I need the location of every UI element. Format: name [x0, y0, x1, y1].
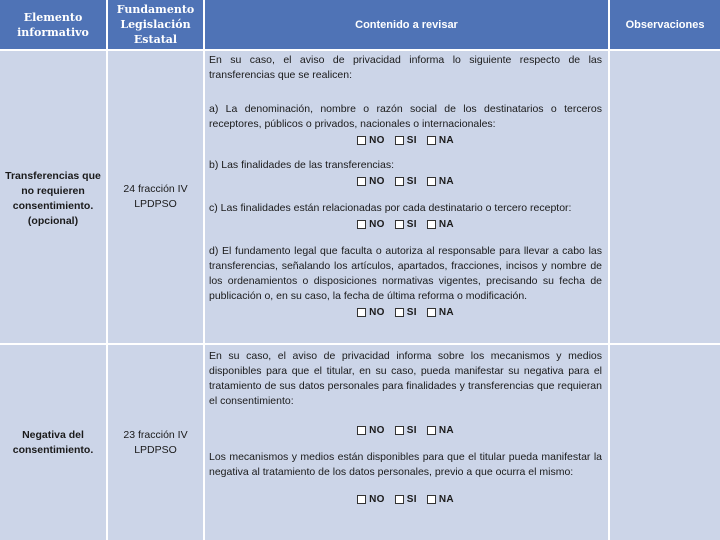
- checkbox-si[interactable]: [395, 220, 404, 229]
- row-1-elemento-text: Transferencias que no requieren consentimiento. (opcional): [5, 170, 101, 227]
- option-no-label: NO: [369, 135, 385, 146]
- header-contenido: [205, 0, 608, 49]
- row-2-elemento: [0, 345, 106, 540]
- header-observaciones: [610, 0, 720, 49]
- row-1-fundamento: [108, 51, 203, 343]
- checkbox-na[interactable]: [427, 177, 436, 186]
- checkbox-na[interactable]: [427, 426, 436, 435]
- row-2-contenido: [205, 345, 608, 540]
- row-2-elemento-text: Negativa del consentimiento.: [12, 428, 94, 456]
- row-1-observaciones[interactable]: [610, 51, 720, 343]
- checkbox-na[interactable]: [427, 495, 436, 504]
- checkbox-na[interactable]: [427, 308, 436, 317]
- row-1-item-a-options: [209, 133, 602, 148]
- option-na-label: NA: [438, 176, 454, 187]
- row-1-item-b-options: [209, 174, 602, 189]
- checkbox-si[interactable]: [395, 136, 404, 145]
- row-2-fundamento: [108, 345, 203, 540]
- option-no-label: NO: [369, 494, 385, 505]
- checkbox-si[interactable]: [395, 426, 404, 435]
- row-1-fundamento-text: 24 fracción IV LPDPSO: [123, 183, 188, 210]
- option-si-label: SI: [406, 176, 417, 187]
- option-si-label: SI: [406, 135, 417, 146]
- row-1-item-b: b) Las finalidades de las transferencias:: [209, 159, 395, 171]
- option-no-label: NO: [369, 425, 385, 436]
- row-2-intro: En su caso, el aviso de privacidad informa sobre los mecanismos y medios disponibles para que el titular, en su caso, pueda manifestar su negativa para el tratamiento de sus datos personales para finalidades y transferencias que requieran el consentimiento:: [209, 350, 602, 407]
- option-si-label: SI: [406, 307, 417, 318]
- row-1-item-c: c) Las finalidades están relacionadas por cada destinatario o tercero receptor:: [209, 202, 572, 214]
- checkbox-si[interactable]: [395, 495, 404, 504]
- option-si-label: SI: [406, 425, 417, 436]
- checkbox-no[interactable]: [357, 177, 366, 186]
- checkbox-na[interactable]: [427, 220, 436, 229]
- row-2-fundamento-text: 23 fracción IV LPDPSO: [123, 428, 188, 456]
- option-na-label: NA: [438, 425, 454, 436]
- row-2-item-options: [209, 492, 602, 507]
- row-2-observaciones[interactable]: [610, 345, 720, 540]
- header-elemento-informativo: [0, 0, 106, 49]
- option-si-label: SI: [406, 219, 417, 230]
- row-1-intro: En su caso, el aviso de privacidad informa lo siguiente respecto de las transferencias que se realicen:: [209, 54, 602, 81]
- header-fundamento: [108, 0, 203, 49]
- option-na-label: NA: [438, 307, 454, 318]
- option-na-label: NA: [438, 135, 454, 146]
- row-1-item-a: a) La denominación, nombre o razón social de los destinatarios o terceros receptores, públicos o privados, nacionales o internacionales:: [209, 103, 602, 130]
- row-1-contenido: [205, 51, 608, 343]
- option-na-label: NA: [438, 219, 454, 230]
- checkbox-no[interactable]: [357, 136, 366, 145]
- header-fundamento-label: Fundamento Legislación Estatal: [116, 3, 195, 46]
- checkbox-no[interactable]: [357, 308, 366, 317]
- option-no-label: NO: [369, 176, 385, 187]
- row-1-elemento: [0, 51, 106, 343]
- option-si-label: SI: [406, 494, 417, 505]
- header-contenido-label: Contenido a revisar: [355, 18, 458, 31]
- checkbox-no[interactable]: [357, 426, 366, 435]
- row-2-item-mecanismos: Los mecanismos y medios están disponibles para que el titular pueda manifestar la negativa al tratamiento de los datos personales, previo a que ocurra el mismo:: [209, 451, 602, 478]
- row-2-intro-options: [209, 423, 602, 438]
- checkbox-si[interactable]: [395, 177, 404, 186]
- option-no-label: NO: [369, 307, 385, 318]
- row-1-item-c-options: [209, 217, 602, 232]
- option-no-label: NO: [369, 219, 385, 230]
- header-elemento-label: Elemento informativo: [17, 10, 89, 39]
- header-observaciones-label: Observaciones: [625, 18, 705, 31]
- checkbox-no[interactable]: [357, 220, 366, 229]
- checkbox-si[interactable]: [395, 308, 404, 317]
- checkbox-na[interactable]: [427, 136, 436, 145]
- row-1-item-d: d) El fundamento legal que faculta o autoriza al responsable para llevar a cabo las transferencias, señalando los artículos, apartados, fracciones, incisos y nombre de los ordenamientos o disposiciones normativas vigentes, precisando su fecha de publicación o, en su caso, la fecha de última reforma o modificación.: [209, 245, 602, 302]
- option-na-label: NA: [438, 494, 454, 505]
- row-1-item-d-options: [209, 305, 602, 320]
- checkbox-no[interactable]: [357, 495, 366, 504]
